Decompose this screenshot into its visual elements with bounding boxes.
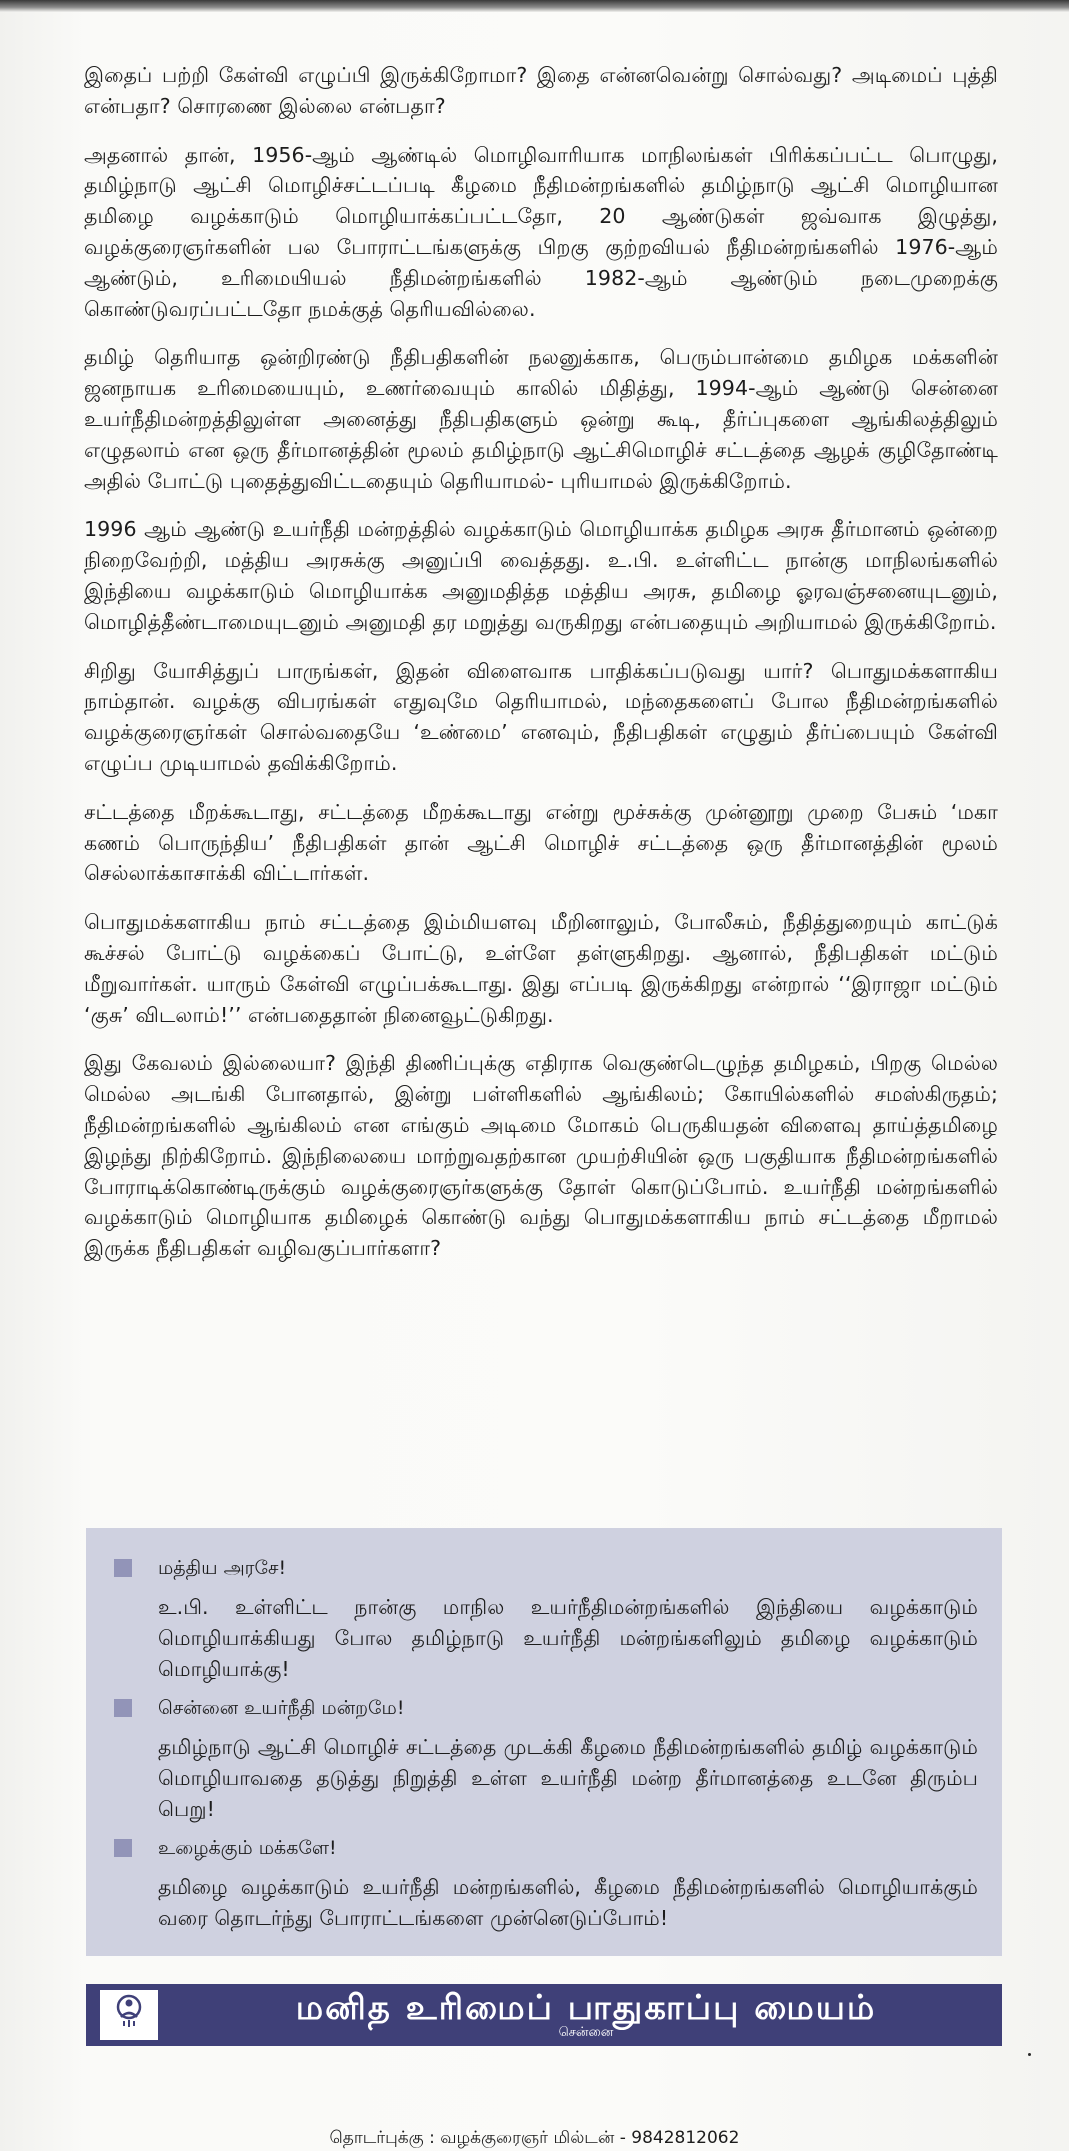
- square-bullet-icon: [114, 1559, 132, 1577]
- paragraph: இதைப் பற்றி கேள்வி எழுப்பி இருக்கிறோமா? இதை என்னவென்று சொல்வது? அடிமைப் புத்தி என்பதா? சொரணை இல்லை என்பதா?: [84, 63, 998, 118]
- demands-box: [86, 1528, 1002, 1956]
- demand-heading: உழைக்கும் மக்களே!: [158, 1837, 337, 1859]
- paragraph: தமிழ் தெரியாத ஒன்றிரண்டு நீதிபதிகளின் நலனுக்காக, பெரும்பான்மை தமிழக மக்களின் ஜனநாயக உரிமையையும், உணர்வையும் காலில் மிதித்து, 1994-ஆம் ஆண்டு சென்னை உயர்நீதிமன்றத்திலுள்ள அனைத்து நீதிபதிகளும் ஒன்று கூடி, தீர்ப்புகளை ஆங்கிலத்திலும் எழுதலாம் என ஒரு தீர்மானத்தின் மூலம் தமிழ்நாடு ஆட்சிமொழிச் சட்டத்தை ஆழக் குழிதோண்டி அதில் போட்டு புதைத்துவிட்டதையும் தெரியாமல்- புரியாமல் இருக்கிறோம்.: [84, 345, 998, 493]
- scan-speck: [1028, 2053, 1031, 2056]
- paragraph: 1996 ஆம் ஆண்டு உயர்நீதி மன்றத்தில் வழக்காடும் மொழியாக்க தமிழக அரசு தீர்மானம் ஒன்றை நிறைவேற்றி, மத்திய அரசுக்கு அனுப்பி வைத்தது. உ.பி. உள்ளிட்ட நான்கு மாநிலங்களில் இந்தியை வழக்காடும் மொழியாக்க அனுமதித்த மத்திய அரசு, தமிழை ஓரவஞ்சனையுடனும், மொழித்தீண்டாமையுடனும் அனுமதி தர மறுத்து வருகிறது என்பதையும் அறியாமல் இருக்கிறோம்.: [84, 517, 998, 634]
- contact-line: தொடர்புக்கு : வழக்குரைஞர் மில்டன் - 9842812062: [329, 2128, 740, 2148]
- paragraph: சிறிது யோசித்துப் பாருங்கள், இதன் விளைவாக பாதிக்கப்படுவது யார்? பொதுமக்களாகிய நாம்தான். வழக்கு விபரங்கள் எதுவுமே தெரியாமல், மந்தைகளைப் போல நீதிமன்றங்களில் வழக்குரைஞர்கள் சொல்வதையே ‘உண்மை’ எனவும், நீதிபதிகள் எழுதும் தீர்ப்பையும் கேள்வி எழுப்ப முடியாமல் தவிக்கிறோம்.: [84, 658, 998, 775]
- demand-text: உ.பி. உள்ளிட்ட நான்கு மாநில உயர்நீதிமன்றங்களில் இந்தியை வழக்காடும் மொழியாக்கியது போல தமிழ்நாடு உயர்நீதி மன்றங்களிலும் தமிழை வழக்காடும் மொழியாக்கு!: [158, 1595, 978, 1681]
- organization-city: சென்னை: [558, 2025, 614, 2040]
- demand-heading: மத்திய அரசே!: [158, 1557, 287, 1579]
- organization-name: மனித உரிமைப் பாதுகாப்பு மையம்: [295, 1988, 877, 2028]
- hrpc-logo-graphic: [100, 1990, 158, 2040]
- paragraph: அதனால் தான், 1956-ஆம் ஆண்டில் மொழிவாரியாக மாநிலங்கள் பிரிக்கப்பட்ட பொழுது, தமிழ்நாடு ஆட்சி மொழிச்சட்டப்படி கீழமை நீதிமன்றங்களில் தமிழ்நாடு ஆட்சி மொழியான தமிழை வழக்காடும் மொழியாக்கப்பட்டதோ, 20 ஆண்டுகள் ஜவ்வாக இழுத்து, வழக்குரைஞர்களின் பல போராட்டங்களுக்கு பிறகு குற்றவியல் நீதிமன்றங்களில் 1976-ஆம் ஆண்டும், உரிமையியல் நீதிமன்றங்களில் 1982-ஆம் ஆண்டும் நடைமுறைக்கு கொண்டுவரப்பட்டதோ நமக்குத் தெரியவில்லை.: [84, 142, 998, 321]
- scan-top-edge: [0, 0, 1069, 12]
- demand-text: தமிழை வழக்காடும் உயர்நீதி மன்றங்களில், கீழமை நீதிமன்றங்களில் மொழியாக்கும் வரை தொடர்ந்து போராட்டங்களை முன்னெடுப்போம்!: [158, 1875, 978, 1930]
- paragraph: சட்டத்தை மீறக்கூடாது, சட்டத்தை மீறக்கூடாது என்று மூச்சுக்கு முன்னூறு முறை பேசும் ‘மகா கணம் பொருந்திய’ நீதிபதிகள் தான் ஆட்சி மொழிச் சட்டத்தை ஒரு தீர்மானத்தின் மூலம் செல்லாக்காசாக்கி விட்டார்கள்.: [84, 799, 998, 886]
- square-bullet-icon: [114, 1839, 132, 1857]
- paragraph: பொதுமக்களாகிய நாம் சட்டத்தை இம்மியளவு மீறினாலும், போலீசும், நீதித்துறையும் காட்டுக் கூச்சல் போட்டு வழக்கைப் போட்டு, உள்ளே தள்ளுகிறது. ஆனால், நீதிபதிகள் மட்டும் மீறுவார்கள். யாரும் கேள்வி எழுப்பக்கூடாது. இது எப்படி இருக்கிறது என்றால் ‘‘இராஜா மட்டும் ‘குசு’ விடலாம்!’’ என்பதைதான் நினைவூட்டுகிறது.: [84, 910, 998, 1027]
- demand-heading: சென்னை உயர்நீதி மன்றமே!: [158, 1697, 405, 1719]
- paragraph: இது கேவலம் இல்லையா? இந்தி திணிப்புக்கு எதிராக வெகுண்டெழுந்த தமிழகம், பிறகு மெல்ல மெல்ல அடங்கி போனதால், இன்று பள்ளிகளில் ஆங்கிலம்; கோயில்களில் சமஸ்கிருதம்; நீதிமன்றங்களில் ஆங்கிலம் என எங்கும் அடிமை மோகம் பெருகியதன் விளைவு தாய்த்தமிழை இழந்து நிற்கிறோம். இந்நிலையை மாற்றுவதற்கான முயற்சியின் ஒரு பகுதியாக நீதிமன்றங்களில் போராடிக்கொண்டிருக்கும் வழக்குரைஞர்களுக்கு தோள் கொடுப்போம். உயர்நீதி மன்றங்களில் வழக்காடும் மொழியாக தமிழைக் கொண்டு வந்து பொதுமக்களாகிய நாம் சட்டத்தை மீறாமல் இருக்க நீதிபதிகள் வழிவகுப்பார்களா?: [84, 1051, 998, 1261]
- demand-text: தமிழ்நாடு ஆட்சி மொழிச் சட்டத்தை முடக்கி கீழமை நீதிமன்றங்களில் தமிழ் வழக்காடும் மொழியாவதை தடுத்து நிறுத்தி உள்ள உயர்நீதி மன்ற தீர்மானத்தை உடனே திரும்ப பெறு!: [158, 1735, 978, 1821]
- hrpc-logo-icon: [100, 1990, 158, 2040]
- body-text: [84, 60, 998, 1282]
- organization-banner: [86, 1984, 1002, 2046]
- square-bullet-icon: [114, 1699, 132, 1717]
